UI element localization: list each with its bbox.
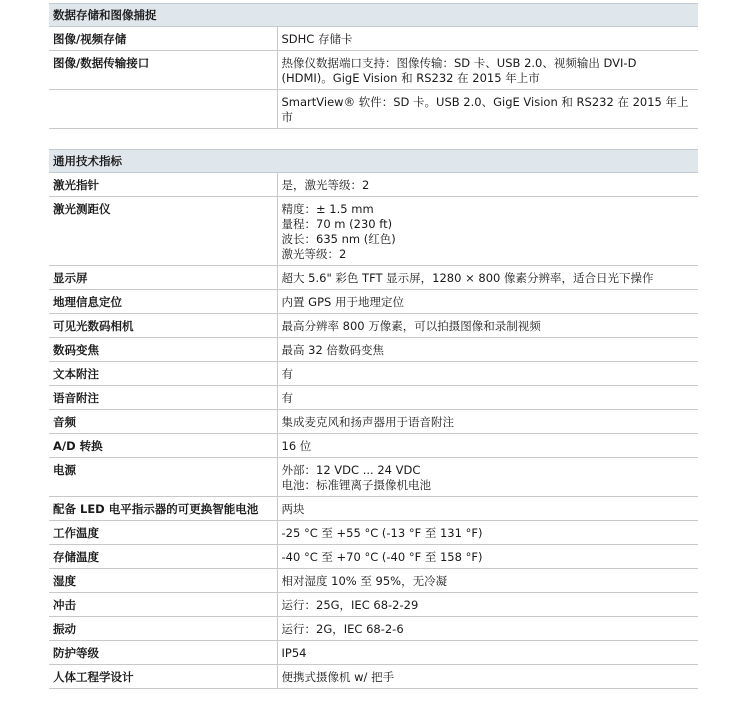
spec-value — [277, 90, 698, 129]
spec-label: 湿度 — [49, 569, 277, 593]
spec-value-line: 量程：70 m (230 ft) — [281, 217, 393, 231]
spec-row — [49, 545, 698, 569]
spec-label: 音频 — [49, 410, 277, 434]
spec-value-line: 集成麦克风和扬声器用于语音附注 — [281, 415, 454, 429]
spec-label: 地理信息定位 — [49, 290, 277, 314]
spec-value — [277, 290, 698, 314]
spec-value — [277, 51, 698, 90]
spec-label: 可见光数码相机 — [49, 314, 277, 338]
spec-row — [49, 314, 698, 338]
spec-value — [277, 27, 698, 51]
spec-value-line: 是，激光等级：2 — [281, 178, 370, 192]
spec-value-line: 外部：12 VDC ... 24 VDC — [281, 463, 421, 477]
spec-row — [49, 434, 698, 458]
spec-label: 图像/视频存储 — [49, 27, 277, 51]
spec-value — [277, 362, 698, 386]
spec-row — [49, 90, 698, 129]
spec-value — [277, 497, 698, 521]
spec-label: 振动 — [49, 617, 277, 641]
spec-label: 数码变焦 — [49, 338, 277, 362]
spec-value-line: -40 °C 至 +70 °C (-40 °F 至 158 °F) — [281, 550, 483, 564]
spec-row — [49, 458, 698, 497]
spec-row — [49, 410, 698, 434]
spec-value-line: 运行：2G，IEC 68-2-6 — [281, 622, 404, 636]
spec-value — [277, 545, 698, 569]
spec-row — [49, 338, 698, 362]
spec-label: 激光指针 — [49, 173, 277, 197]
spec-row — [49, 521, 698, 545]
spec-value-line: 运行：25G，IEC 68-2-29 — [281, 598, 419, 612]
spec-value-line: (HDMI)。GigE Vision 和 RS232 在 2015 年上市 — [281, 71, 540, 85]
spec-value — [277, 338, 698, 362]
spec-value — [277, 617, 698, 641]
spec-row — [49, 27, 698, 51]
spec-row — [49, 173, 698, 197]
spec-label: 显示屏 — [49, 266, 277, 290]
spec-value-line: 便携式摄像机 w/ 把手 — [281, 670, 395, 684]
storage-spec-table — [49, 3, 698, 129]
spec-value — [277, 458, 698, 497]
section-header-storage: 数据存储和图像捕捉 — [49, 4, 698, 27]
spec-label: 语音附注 — [49, 386, 277, 410]
spec-value-line: 16 位 — [281, 439, 312, 453]
spec-value-line: 最高 32 倍数码变焦 — [281, 343, 384, 357]
spec-value — [277, 521, 698, 545]
spec-value — [277, 641, 698, 665]
spec-value-line: 电池：标准锂离子摄像机电池 — [281, 478, 431, 492]
general-spec-table — [49, 149, 698, 689]
spec-value-line: 热像仪数据端口支持：图像传输：SD 卡、USB 2.0、视频输出 DVI-D — [281, 56, 637, 70]
spec-row — [49, 266, 698, 290]
spec-row — [49, 617, 698, 641]
section-header-general: 通用技术指标 — [49, 150, 698, 173]
spec-label: 图像/数据传输接口 — [49, 51, 277, 90]
spec-row — [49, 665, 698, 689]
spec-value-line: 激光等级：2 — [281, 247, 347, 261]
spec-value — [277, 314, 698, 338]
spec-value — [277, 266, 698, 290]
spec-label: 防护等级 — [49, 641, 277, 665]
spec-value — [277, 173, 698, 197]
spec-value-line: 两块 — [281, 502, 305, 516]
spec-value-line: 最高分辨率 800 万像素，可以拍摄图像和录制视频 — [281, 319, 541, 333]
spec-value — [277, 197, 698, 266]
spec-row — [49, 362, 698, 386]
spec-label: 电源 — [49, 458, 277, 497]
spec-value — [277, 434, 698, 458]
spec-row — [49, 290, 698, 314]
spec-value — [277, 665, 698, 689]
spec-value — [277, 569, 698, 593]
spec-value-line: SDHC 存储卡 — [281, 32, 353, 46]
spec-value-line: 内置 GPS 用于地理定位 — [281, 295, 404, 309]
spec-label: 存储温度 — [49, 545, 277, 569]
spec-label: 激光测距仪 — [49, 197, 277, 266]
spec-row — [49, 386, 698, 410]
spec-value-line: 有 — [281, 391, 293, 405]
spec-row — [49, 51, 698, 90]
spec-value — [277, 593, 698, 617]
spec-label: 配备 LED 电平指示器的可更换智能电池 — [49, 497, 277, 521]
spec-row — [49, 497, 698, 521]
section-header-row — [49, 4, 698, 27]
spec-value-line: 市 — [281, 110, 293, 124]
spec-label: A/D 转换 — [49, 434, 277, 458]
spec-value — [277, 386, 698, 410]
spec-label — [49, 90, 277, 129]
spec-value-line: 有 — [281, 367, 293, 381]
spec-row — [49, 569, 698, 593]
spec-value-line: 波长：635 nm (红色) — [281, 232, 396, 246]
spec-value — [277, 410, 698, 434]
spec-value-line: -25 °C 至 +55 °C (-13 °F 至 131 °F) — [281, 526, 483, 540]
spec-label: 冲击 — [49, 593, 277, 617]
spec-value-line: 超大 5.6" 彩色 TFT 显示屏，1280 × 800 像素分辨率，适合日光下操作 — [281, 271, 654, 285]
spec-row — [49, 593, 698, 617]
spec-row — [49, 641, 698, 665]
spec-row — [49, 197, 698, 266]
section-header-row — [49, 150, 698, 173]
spec-label: 文本附注 — [49, 362, 277, 386]
spec-label: 工作温度 — [49, 521, 277, 545]
spec-label: 人体工程学设计 — [49, 665, 277, 689]
spec-value-line: 相对湿度 10% 至 95%，无冷凝 — [281, 574, 448, 588]
spec-value-line: IP54 — [281, 646, 307, 660]
spec-value-line: SmartView® 软件：SD 卡。USB 2.0、GigE Vision 和 RS232 在 2015 年上 — [281, 95, 689, 109]
spec-value-line: 精度：± 1.5 mm — [281, 202, 374, 216]
